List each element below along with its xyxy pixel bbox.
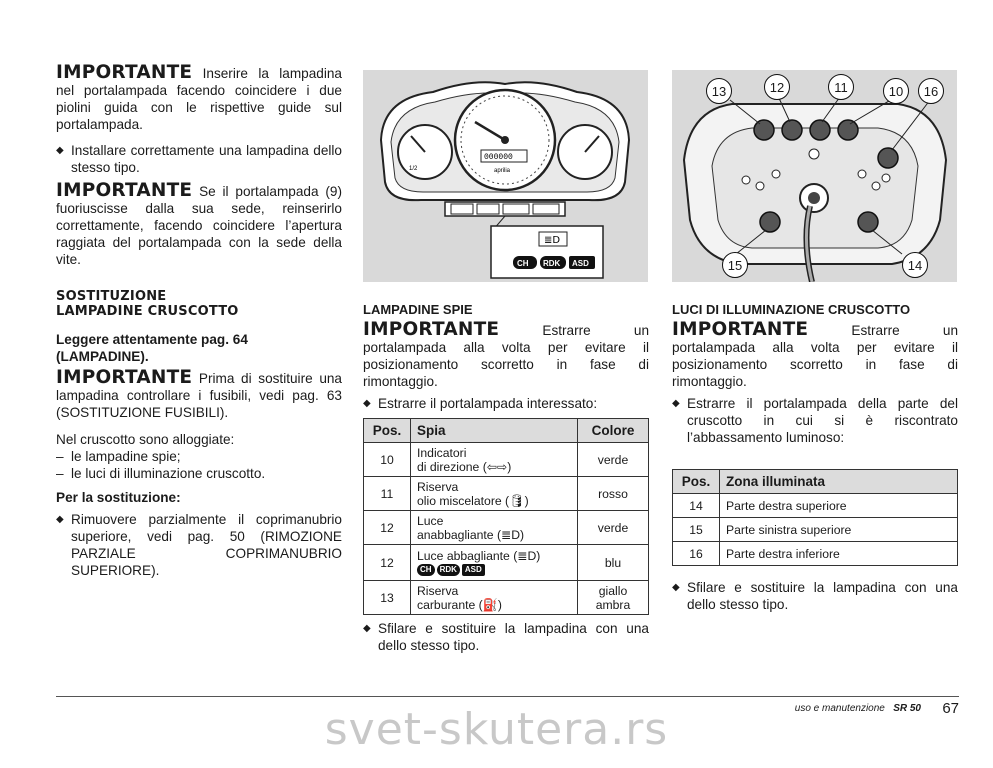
cell-pos: 16 <box>673 542 720 566</box>
col-header-zona: Zona illuminata <box>720 470 958 494</box>
dash-item-illumination: – le luci di illuminazione cruscotto. <box>56 465 342 482</box>
col-header-spia: Spia <box>411 419 578 443</box>
important-label: IMPORTANTE <box>56 62 193 83</box>
col-header-colore: Colore <box>578 419 649 443</box>
table-row <box>364 511 649 545</box>
cell-zona: Parte sinistra superiore <box>720 518 958 542</box>
cell-colore: verde <box>578 511 649 545</box>
bullet-extract-holder: ◆ Estrarre il portalampada della parte del cruscotto in cui si è riscontrato l’abbassamento luminoso: <box>672 395 958 446</box>
badge-ch: CH <box>417 564 435 576</box>
warning-lamps-table <box>363 418 649 615</box>
badge-asd: ASD <box>462 564 485 576</box>
cell-colore <box>578 581 649 615</box>
spia-line-1: Indicatori <box>417 445 467 460</box>
dashboard-illustration <box>363 70 648 282</box>
cell-spia <box>411 581 578 615</box>
important-label: IMPORTANTE <box>56 367 193 388</box>
brand-logo: aprilia <box>494 168 511 174</box>
callout-13: 13 <box>706 78 732 104</box>
bullet-remove-cover: ◆ Rimuovere parzialmente il coprimanubrio superiore, vedi pag. 50 (RIMOZIONE PARZIALE COPRIMANUBRIO SUPERIORE). <box>56 511 342 579</box>
dashboard-figure <box>363 70 648 282</box>
replace-heading: Per la sostituzione: <box>56 490 181 505</box>
bullet-install-bulb: ◆ Installare correttamente una lampadina dello stesso tipo. <box>56 142 342 176</box>
badge-ch: CH <box>517 259 529 268</box>
illumination-table <box>672 469 958 566</box>
callout-12: 12 <box>764 74 790 100</box>
important-text: Inserire la lampadina nel portalampada facendo coincidere i due piolini guida con le rispettive guide sul portalampada. <box>56 66 342 132</box>
cell-colore: rosso <box>578 477 649 511</box>
cell-zona: Parte destra superiore <box>720 494 958 518</box>
badge-rdk: RDK <box>543 259 561 268</box>
spia-line-1: Luce abbagliante (≣D) <box>417 548 541 563</box>
col-header-pos: Pos. <box>673 470 720 494</box>
cell-zona: Parte destra inferiore <box>720 542 958 566</box>
important-label: IMPORTANTE <box>363 319 500 340</box>
cell-spia <box>411 545 578 581</box>
colore-line-1: giallo <box>598 583 628 598</box>
important-note-1 <box>56 64 342 133</box>
important-note-mid <box>363 321 649 390</box>
section-title-line-2: LAMPADINE CRUSCOTTO <box>56 304 239 319</box>
spia-line-2: carburante (⛽) <box>417 597 502 612</box>
cell-pos: 14 <box>673 494 720 518</box>
badge-rdk: RDK <box>437 564 460 576</box>
table-row <box>364 545 649 581</box>
cell-colore: blu <box>578 545 649 581</box>
spia-line-1: Riserva <box>417 583 459 598</box>
important-note-right <box>672 321 958 390</box>
page-number: 67 <box>942 700 959 717</box>
section-title-warning-lamps: LAMPADINE SPIE <box>363 302 473 317</box>
important-note-2 <box>56 182 342 268</box>
important-text: Prima di sostituire una lampadina controllare i fusibili, vedi pag. 63 (SOSTITUZIONE FUSIBILI). <box>56 371 342 420</box>
dash-item-warning-lamps: – le lampadine spie; <box>56 448 342 465</box>
spia-line-2: olio miscelatore (🛢) <box>417 493 529 508</box>
important-text: Estrarre un portalampada alla volta per evitare il posizionamento scorretto in fase di rimontaggio. <box>363 323 649 389</box>
callout-16: 16 <box>918 78 944 104</box>
table-row <box>364 477 649 511</box>
colore-line-2: ambra <box>595 597 631 612</box>
callout-11: 11 <box>828 74 854 100</box>
left-column <box>56 64 342 579</box>
read-note: Leggere attentamente pag. 64 (LAMPADINE). <box>56 332 248 364</box>
cell-pos: 13 <box>364 581 411 615</box>
watermark: svet-skutera.rs <box>324 704 669 755</box>
section-title <box>56 289 342 319</box>
cell-spia <box>411 511 578 545</box>
bullet-extract-holder: ◆ Estrarre il portalampada interessato: <box>363 395 649 412</box>
cell-pos: 10 <box>364 443 411 477</box>
table-row <box>673 542 958 566</box>
important-text: Estrarre un portalampada alla volta per evitare il posizionamento scorretto in fase di rimontaggio. <box>672 323 958 389</box>
spia-line-1: Luce <box>417 513 444 528</box>
footer-divider <box>56 696 959 697</box>
footer-model: SR 50 <box>893 703 921 714</box>
cell-colore: verde <box>578 443 649 477</box>
important-note-3 <box>56 369 342 421</box>
bullet-replace-bulb: ◆ Sfilare e sostituire la lampadina con una dello stesso tipo. <box>672 579 958 613</box>
table-row <box>364 581 649 615</box>
cell-spia <box>411 443 578 477</box>
callout-10: 10 <box>883 78 909 104</box>
important-text: Se il portalampada (9) fuoriuscisse dalla sua sede, reinserirlo correttamente, facendo coincidere l’apertura raggiata del portalampada con la sede della vite. <box>56 184 342 267</box>
spia-line-1: Riserva <box>417 479 459 494</box>
spia-badges <box>417 563 571 577</box>
badge-asd: ASD <box>572 259 589 268</box>
svg-text:1/2: 1/2 <box>409 166 418 172</box>
spia-line-2: anabbagliante (≣D) <box>417 527 525 542</box>
cell-pos: 12 <box>364 511 411 545</box>
cell-spia <box>411 477 578 511</box>
svg-text:000000: 000000 <box>484 153 513 162</box>
middle-column <box>363 302 649 654</box>
cell-pos: 12 <box>364 545 411 581</box>
intro-text: Nel cruscotto sono alloggiate: <box>56 432 235 447</box>
table-row <box>673 518 958 542</box>
bullet-replace-bulb: ◆ Sfilare e sostituire la lampadina con una dello stesso tipo. <box>363 620 649 654</box>
table-row <box>364 443 649 477</box>
right-column <box>672 302 958 613</box>
section-title-line-1: SOSTITUZIONE <box>56 289 167 304</box>
important-label: IMPORTANTE <box>56 180 193 201</box>
footer-section: uso e manutenzione <box>794 703 885 714</box>
dashboard-back-figure <box>672 70 957 282</box>
section-title-illumination: LUCI DI ILLUMINAZIONE CRUSCOTTO <box>672 302 911 317</box>
col-header-pos: Pos. <box>364 419 411 443</box>
table-row <box>673 494 958 518</box>
cell-pos: 11 <box>364 477 411 511</box>
callout-15: 15 <box>722 252 748 278</box>
spia-line-2: di direzione (⇦⇨) <box>417 459 512 474</box>
callout-14: 14 <box>902 252 928 278</box>
cell-pos: 15 <box>673 518 720 542</box>
svg-text:≣D: ≣D <box>544 235 561 246</box>
important-label: IMPORTANTE <box>672 319 809 340</box>
